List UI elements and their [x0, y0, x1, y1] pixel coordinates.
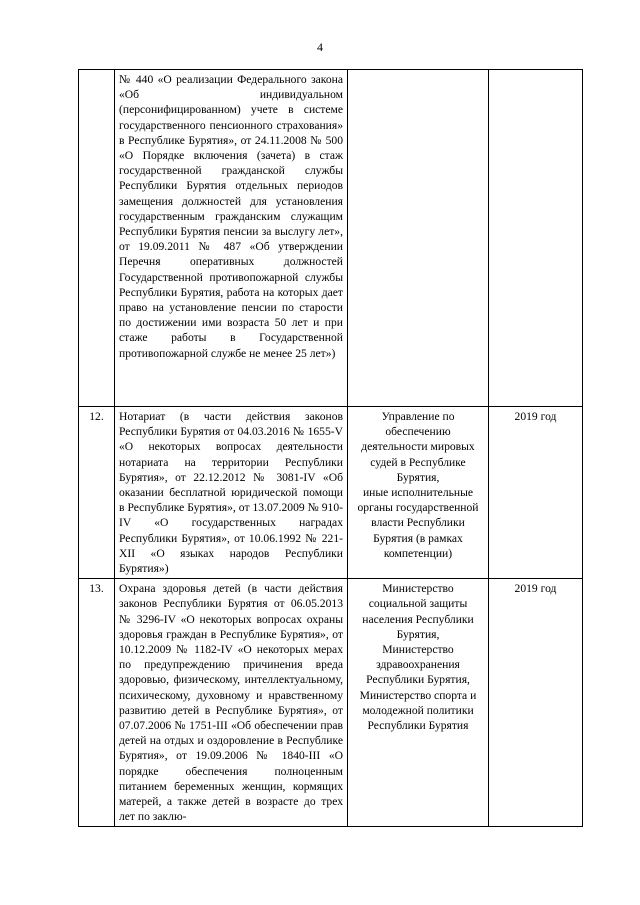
responsible-entity: Управление по обеспечению деятельности мировых судей в Республике Бурятия,	[361, 410, 475, 484]
responsible-entity: Министерство здравоохранения Республики Бурятия,	[366, 643, 470, 687]
responsible-entity: иные исполнительные органы государственной власти Республики Бурятия (в рамках компетенции)	[357, 486, 479, 560]
row-responsible	[348, 579, 489, 827]
page-number: 4	[317, 40, 323, 54]
table-row	[79, 579, 583, 827]
row-year: 2019 год	[489, 407, 583, 579]
row-number: 13.	[79, 579, 115, 827]
responsible-entity: Министерство спорта и молодежной политики Республики Бурятия	[359, 688, 477, 733]
row-description: Нотариат (в части действия законов Республики Бурятия от 04.03.2016 № 1655-V «О некоторых вопросах деятельности нотариата на территории Республики Бурятия», от 22.12.2012 № 3081-IV «Об оказании бесплатной юридической помощи в Республике Бурятия», от 13.07.2009 № 910-IV «О государственных наградах Республики Бурятия», от 10.06.1992 № 221-XII «О языках народов Республики Бурятия»)	[115, 407, 348, 579]
measures-table	[78, 69, 583, 827]
row-description: № 440 «О реализации Федерального закона «Об индивидуальном (персонифицированном) учете в системе государственного пенсионного страхования» в Республике Бурятия», от 24.11.2008 № 500 «О Порядке включения (зачета) в стаж государственной гражданской службы Республики Бурятия отдельных периодов замещения должностей для установления государственным гражданским служащим Республики Бурятия пенсии за выслугу лет», от 19.09.2011 № 487 «Об утверждении Перечня оперативных должностей Государственной противопожарной службы Республики Бурятия, работа на которых дает право на установление пенсии по старости по достижении ими возраста 50 лет и при стаже работы в Государственной противопожарной службе не менее 25 лет»)	[115, 70, 348, 407]
row-year: 2019 год	[489, 579, 583, 827]
row-description: Охрана здоровья детей (в части действия законов Республики Бурятия от 06.05.2013 № 3296-IV «О некоторых вопросах охраны здоровья граждан в Республике Бурятия», от 10.12.2009 № 1182-IV «О некоторых мерах по предупреждению причинения вреда здоровью, физическому, интеллектуальному, психическому, духовному и нравственному развитию детей в Республике Бурятия», от 07.07.2006 № 1751-III «Об обеспечении прав детей на отдых и оздоровление в Республике Бурятия», от 19.09.2006 № 1840-III «О порядке обеспечения полноценным питанием беременных женщин, кормящих матерей, а также детей в возрасте до трех лет по заклю-	[115, 579, 348, 827]
table-row	[79, 70, 583, 407]
row-year	[489, 70, 583, 407]
table-row	[79, 407, 583, 579]
row-number: 12.	[79, 407, 115, 579]
row-responsible	[348, 70, 489, 407]
responsible-entity: Министерство социальной защиты населения Республики Бурятия,	[362, 582, 474, 641]
row-responsible	[348, 407, 489, 579]
row-number	[79, 70, 115, 407]
